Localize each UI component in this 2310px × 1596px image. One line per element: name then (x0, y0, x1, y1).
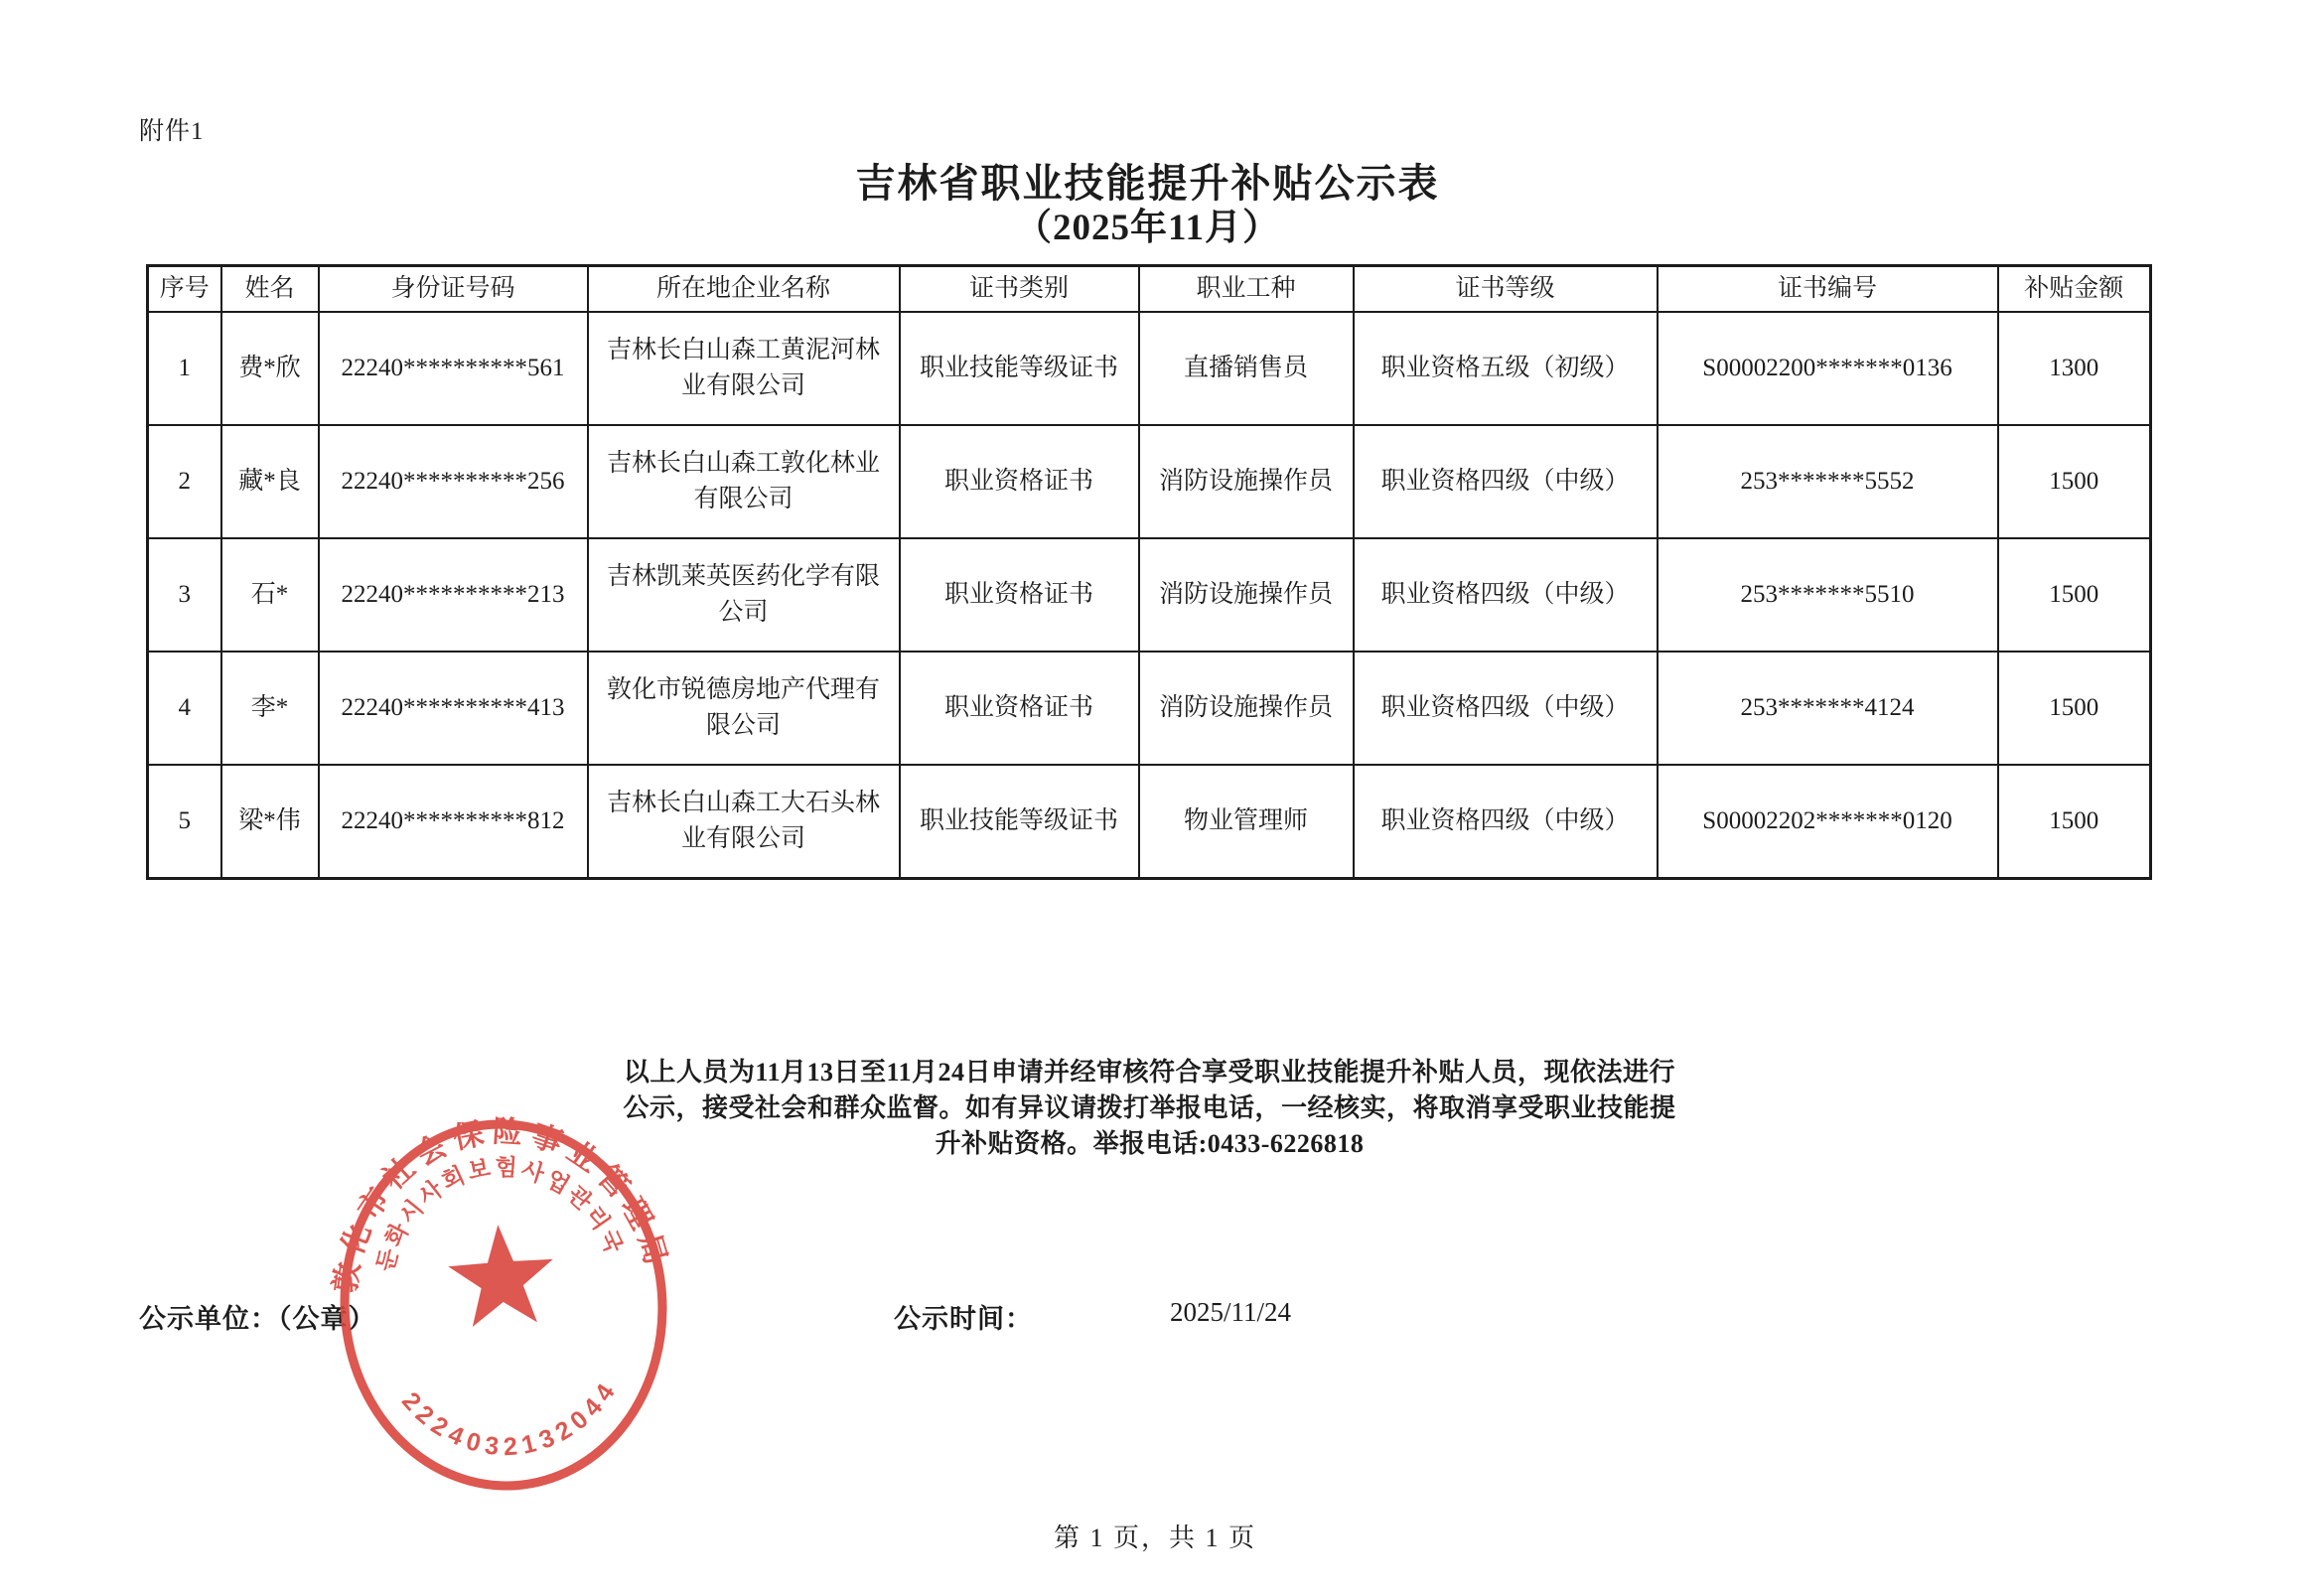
cell-occupation: 消防设施操作员 (1139, 538, 1354, 652)
cell-serial: 3 (148, 538, 221, 652)
cell-cert-number: 253*******5510 (1658, 538, 1998, 652)
signature-time-value: 2025/11/24 (1170, 1297, 1292, 1327)
cell-name: 梁*伟 (221, 765, 319, 879)
attachment-label: 附件1 (139, 118, 205, 145)
cell-serial: 1 (148, 312, 221, 425)
signature-time-label: 公示时间： (894, 1304, 1033, 1334)
cell-cert-level: 职业资格五级（初级） (1354, 312, 1658, 425)
cell-id-number: 22240**********812 (319, 765, 588, 879)
cell-cert-level: 职业资格四级（中级） (1354, 765, 1658, 879)
stamp-star-icon (446, 1222, 558, 1329)
cell-cert-number: S00002202*******0120 (1658, 765, 1998, 879)
header-cert-number: 证书编号 (1658, 266, 1998, 313)
cell-cert-type: 职业资格证书 (900, 538, 1139, 652)
cell-cert-type: 职业技能等级证书 (900, 312, 1139, 425)
cell-subsidy-amount: 1500 (1998, 652, 2151, 765)
table-row (148, 425, 2151, 538)
header-occupation: 职业工种 (1139, 266, 1354, 313)
stamp-number: 2224032132044 (396, 1374, 625, 1462)
cell-name: 藏*良 (221, 425, 319, 538)
notice-line: 升补贴资格。举报电话:0433-6226818 (935, 1129, 1365, 1158)
notice-text (591, 1055, 1708, 1162)
cell-occupation: 直播销售员 (1139, 312, 1354, 425)
title-block (146, 161, 2149, 250)
cell-cert-level: 职业资格四级（中级） (1354, 652, 1658, 765)
cell-company: 吉林长白山森工黄泥河林业有限公司 (588, 312, 900, 425)
subsidy-table (146, 264, 2152, 880)
notice-line: 以上人员为11月13日至11月24日申请并经审核符合享受职业技能提升补贴人员，现依法进行 (623, 1058, 1676, 1087)
table-row (148, 652, 2151, 765)
cell-name: 石* (221, 538, 319, 652)
document-title: 吉林省职业技能提升补贴公示表 (855, 161, 1440, 206)
table-row (148, 538, 2151, 652)
header-name: 姓名 (221, 266, 319, 313)
cell-cert-level: 职业资格四级（中级） (1354, 538, 1658, 652)
cell-serial: 4 (148, 652, 221, 765)
stamp-outer-text: 敦化市社会保险事业管理局 (328, 1114, 675, 1295)
header-subsidy-amount: 补贴金额 (1998, 266, 2151, 313)
svg-text:둔화시사회보험사업관리국 (364, 1145, 630, 1276)
cell-serial: 2 (148, 425, 221, 538)
cell-id-number: 22240**********256 (319, 425, 588, 538)
notice-line: 公示，接受社会和群众监督。如有异议请拨打举报电话，一经核实，将取消享受职业技能提 (623, 1093, 1676, 1122)
signature-unit-label: 公示单位：（公章） (139, 1304, 376, 1334)
cell-occupation: 物业管理师 (1139, 765, 1354, 879)
cell-subsidy-amount: 1500 (1998, 425, 2151, 538)
cell-id-number: 22240**********413 (319, 652, 588, 765)
stamp-border (333, 1113, 674, 1497)
cell-occupation: 消防设施操作员 (1139, 652, 1354, 765)
cell-serial: 5 (148, 765, 221, 879)
header-id-number: 身份证号码 (319, 266, 588, 313)
cell-cert-type: 职业技能等级证书 (900, 765, 1139, 879)
document-subtitle: （2025年11月） (1015, 208, 1280, 248)
cell-company: 吉林凯莱英医药化学有限公司 (588, 538, 900, 652)
cell-company: 敦化市锐德房地产代理有限公司 (588, 652, 900, 765)
cell-company: 吉林长白山森工敦化林业有限公司 (588, 425, 900, 538)
cell-cert-type: 职业资格证书 (900, 425, 1139, 538)
header-serial: 序号 (148, 266, 221, 313)
table-header-row (148, 266, 2151, 313)
header-company: 所在地企业名称 (588, 266, 900, 313)
header-cert-type: 证书类别 (900, 266, 1139, 313)
cell-id-number: 22240**********561 (319, 312, 588, 425)
cell-cert-number: S00002200*******0136 (1658, 312, 1998, 425)
table-row (148, 765, 2151, 879)
header-cert-level: 证书等级 (1354, 266, 1658, 313)
cell-company: 吉林长白山森工大石头林业有限公司 (588, 765, 900, 879)
cell-id-number: 22240**********213 (319, 538, 588, 652)
cell-cert-number: 253*******5552 (1658, 425, 1998, 538)
stamp-inner-text: 둔화시사회보험사업관리국 (371, 1153, 630, 1274)
cell-name: 费*欣 (221, 312, 319, 425)
cell-occupation: 消防设施操作员 (1139, 425, 1354, 538)
cell-name: 李* (221, 652, 319, 765)
page-footer: 第 1 页，共 1 页 (1053, 1523, 1256, 1552)
cell-subsidy-amount: 1500 (1998, 538, 2151, 652)
svg-text:2224032132044 (395, 1373, 629, 1468)
cell-cert-number: 253*******4124 (1658, 652, 1998, 765)
cell-cert-type: 职业资格证书 (900, 652, 1139, 765)
cell-subsidy-amount: 1500 (1998, 765, 2151, 879)
table-row (148, 312, 2151, 425)
cell-cert-level: 职业资格四级（中级） (1354, 425, 1658, 538)
cell-subsidy-amount: 1300 (1998, 312, 2151, 425)
